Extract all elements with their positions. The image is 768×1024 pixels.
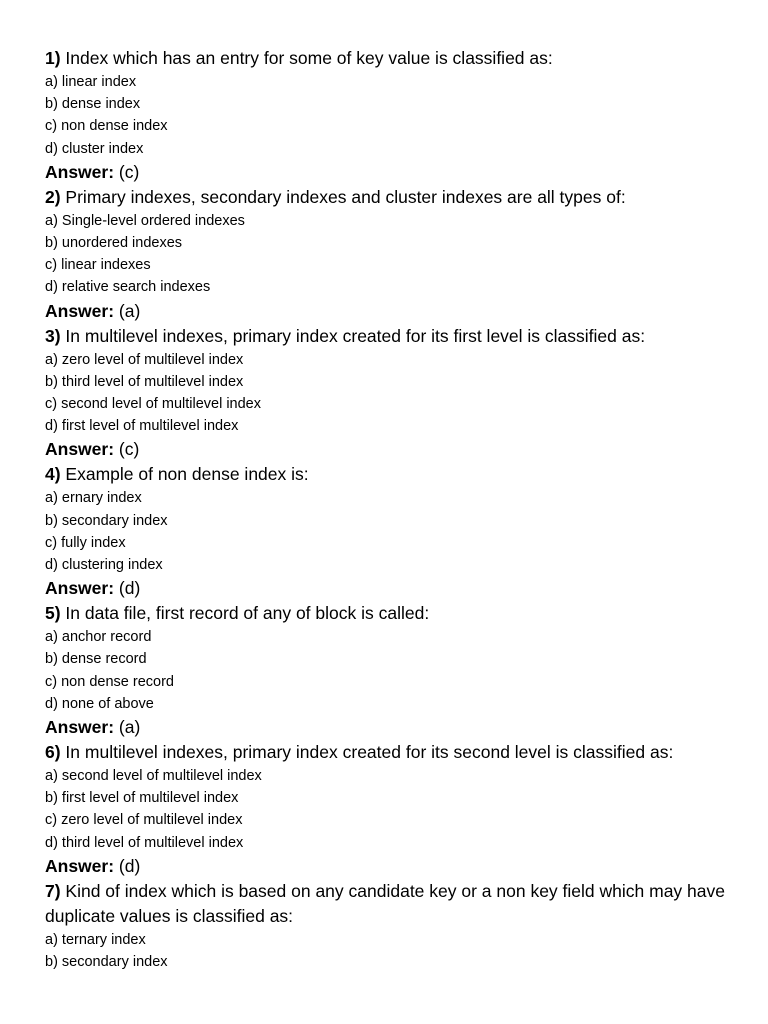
option-d: d) clustering index [45, 557, 163, 574]
option-d: d) third level of multilevel index [45, 834, 244, 851]
question-number: 4) [45, 464, 61, 485]
answer-value: (d) [114, 578, 141, 599]
question-number: 1) [45, 48, 61, 68]
option-b: b) unordered indexes [45, 235, 183, 252]
option-b: b) first level of multilevel index [45, 790, 239, 807]
option-b: b) secondary index [45, 512, 168, 529]
option-c: c) non dense record [45, 673, 174, 690]
question-7 [45, 879, 735, 973]
answer-label: Answer: [45, 161, 115, 182]
question-prompt: In multilevel indexes, primary index created for its second level is classified as: [60, 742, 674, 763]
answer-line [45, 160, 735, 185]
question-prompt: Example of non dense index is: [60, 464, 309, 485]
option-c: c) second level of multilevel index [45, 396, 261, 413]
question-2 [45, 185, 735, 324]
question-number: 2) [45, 186, 61, 207]
option-b: b) dense index [45, 96, 141, 113]
question-text [45, 324, 735, 349]
option-c: c) linear indexes [45, 257, 151, 274]
question-text [45, 879, 735, 929]
answer-value: (d) [114, 855, 141, 876]
answer-line [45, 299, 735, 324]
question-number: 3) [45, 325, 61, 346]
option-b: b) secondary index [45, 954, 168, 971]
answer-line [45, 715, 735, 740]
question-number: 5) [45, 603, 61, 624]
answer-label: Answer: [45, 300, 115, 321]
question-prompt: In data file, first record of any of block is called: [60, 603, 430, 624]
answer-label: Answer: [45, 578, 115, 599]
answer-line [45, 576, 735, 601]
question-text [45, 185, 735, 210]
question-3 [45, 324, 735, 463]
option-c: c) zero level of multilevel index [45, 812, 243, 829]
question-6 [45, 740, 735, 879]
answer-value: (a) [114, 717, 141, 738]
question-prompt: In multilevel indexes, primary index created for its first level is classified as: [60, 325, 646, 346]
option-d: d) cluster index [45, 140, 144, 157]
question-number: 7) [45, 880, 61, 901]
answer-label: Answer: [45, 717, 115, 738]
question-text [45, 462, 735, 487]
question-prompt: Kind of index which is based on any candidate key or a non key field which may have duplicate values is classified as: [45, 880, 725, 926]
question-4 [45, 462, 735, 601]
question-prompt: Primary indexes, secondary indexes and cluster indexes are all types of: [60, 186, 626, 207]
option-a: a) ernary index [45, 490, 142, 507]
question-number: 6) [45, 742, 61, 763]
option-c: c) fully index [45, 534, 126, 551]
quiz-document [45, 46, 735, 973]
option-d: d) relative search indexes [45, 279, 211, 296]
option-a: a) Single-level ordered indexes [45, 212, 245, 229]
answer-label: Answer: [45, 855, 115, 876]
option-b: b) dense record [45, 651, 147, 668]
option-c: c) non dense index [45, 118, 168, 135]
question-text [45, 46, 735, 71]
question-text [45, 740, 735, 765]
question-prompt: Index which has an entry for some of key value is classified as: [60, 48, 553, 68]
question-1 [45, 46, 735, 185]
option-d: d) none of above [45, 695, 154, 712]
answer-line [45, 854, 735, 879]
option-d: d) first level of multilevel index [45, 418, 239, 435]
answer-line [45, 437, 735, 462]
option-a: a) linear index [45, 74, 137, 90]
option-b: b) third level of multilevel index [45, 373, 244, 390]
answer-label: Answer: [45, 439, 115, 460]
question-text [45, 601, 735, 626]
option-a: a) anchor record [45, 629, 152, 646]
option-a: a) ternary index [45, 931, 146, 948]
answer-value: (c) [114, 161, 140, 182]
answer-value: (c) [114, 439, 140, 460]
option-a: a) zero level of multilevel index [45, 351, 244, 368]
question-5 [45, 601, 735, 740]
answer-value: (a) [114, 300, 141, 321]
option-a: a) second level of multilevel index [45, 768, 262, 785]
